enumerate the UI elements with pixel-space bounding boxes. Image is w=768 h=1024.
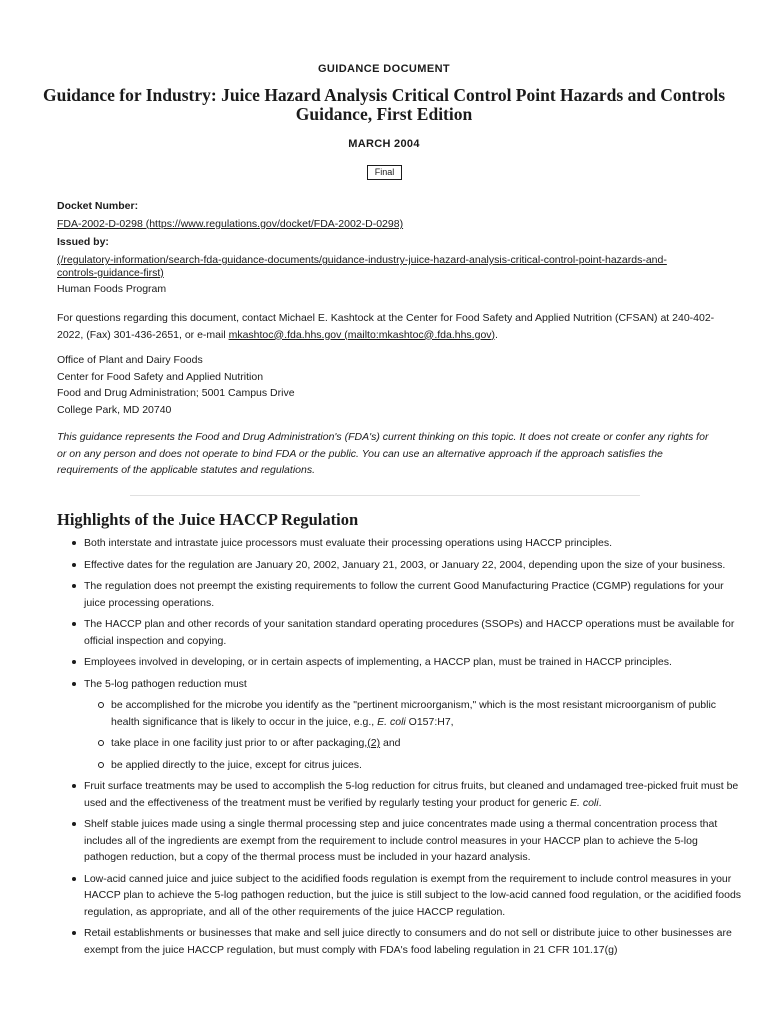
sub-list-item: take place in one facility just prior to or after packaging,(2) and [111, 735, 744, 752]
contact-paragraph [57, 310, 717, 343]
list-item: Retail establishments or businesses that make and sell juice directly to consumers and do not sell or distribute juice to other businesses are exempt from the juice HACCP regulation, but must comply with FDA's food labeling regulation in 21 CFR 101.17(g) [84, 925, 744, 958]
address-line-1: Office of Plant and Dairy Foods [57, 354, 203, 366]
docket-link[interactable]: FDA-2002-D-0298 (https://www.regulations.gov/docket/FDA-2002-D-0298) [57, 218, 404, 230]
issue-date: MARCH 2004 [348, 138, 420, 150]
list-item [84, 676, 744, 774]
contact-text: For questions regarding this document, contact Michael E. Kashtock at the Center for Food Safety and Applied Nutrition (CFSAN) at 240-402-2022, (Fax) 301-436-2651, or e-mail [57, 312, 715, 341]
docket-label: Docket Number: [57, 200, 139, 212]
office-address [57, 352, 717, 418]
list-item: Shelf stable juices made using a single thermal processing step and juice concentrates made using a thermal concentration process that includes all of the ingredients are exempt from the requirement to include control measures in your HACCP plan to achieve the 5-log pathogen reduction, but a copy of the thermal process must be included in your hazard analysis. [84, 816, 744, 866]
contact-end: . [495, 328, 498, 341]
issued-link-line-2: controls-guidance-first) [57, 267, 164, 279]
list-item: Fruit surface treatments may be used to accomplish the 5-log reduction for citrus fruits, but cleaned and undamaged tree-picked fruit must be used and the effectiveness of the treatment must be verified by regularly testing your product for generic E. coli. [84, 778, 744, 811]
sub-list [84, 697, 744, 773]
footnote-link[interactable]: (2) [367, 737, 381, 749]
email-link[interactable]: mkashtoc@.fda.hhs.gov (mailto:mkashtoc@.fda.hhs.gov) [228, 328, 496, 341]
sub-list-item: be accomplished for the microbe you identify as the "pertinent microorganism," which is the most resistant microorganism of public health significance that is likely to occur in the juice, e.g., E. coli O157:H7, [111, 697, 744, 730]
address-line-4: College Park, MD 20740 [57, 403, 172, 416]
list-item: The regulation does not preempt the existing requirements to follow the current Good Manufacturing Practice (CGMP) regulations for your juice processing operations. [84, 578, 744, 611]
issued-link-row [57, 254, 717, 280]
issuer-name: Human Foods Program [57, 283, 167, 295]
list-item: Low-acid canned juice and juice subject to the acidified foods regulation is exempt from the requirement to include control measures in your HACCP plan to achieve the 5-log pathogen reduction, but the juice is still subject to the low-acid canned food regulation, or the acidified foods regulation, as appropriate, and all of the other requirements of the juice HACCP regulation. [84, 871, 744, 921]
address-line-3: Food and Drug Administration; 5001 Campus Drive [57, 387, 295, 399]
section-heading: Highlights of the Juice HACCP Regulation [57, 510, 359, 529]
list-item: Employees involved in developing, or in certain aspects of implementing, a HACCP plan, must be trained in HACCP principles. [84, 654, 744, 671]
address-line-2: Center for Food Safety and Applied Nutrition [57, 370, 264, 383]
divider [130, 495, 640, 496]
issued-label: Issued by: [57, 236, 109, 248]
status-badge: Final [367, 165, 402, 180]
issued-by-link[interactable] [57, 254, 667, 279]
highlights-list [57, 535, 744, 963]
list-item-text: The 5-log pathogen reduction must [84, 677, 247, 690]
disclaimer: This guidance represents the Food and Drug Administration's (FDA's) current thinking on this topic. It does not create or confer any rights for or on any person and does not operate to bind FDA or the public. You can use an alternative approach if the approach satisfies the requirements of the applicable statutes and regulations. [57, 431, 709, 476]
document-type-label: GUIDANCE DOCUMENT [317, 63, 451, 75]
list-item: Both interstate and intrastate juice processors must evaluate their processing operations using HACCP principles. [84, 535, 744, 552]
sub-list-item: be applied directly to the juice, except for citrus juices. [111, 757, 744, 774]
list-item: The HACCP plan and other records of your sanitation standard operating procedures (SSOPs) and HACCP operations must be available for official inspection and copying. [84, 616, 744, 649]
issued-link-line-1: (/regulatory-information/search-fda-guidance-documents/guidance-industry-juice-hazard-analysis-critical-control-point-hazards-and- [57, 254, 667, 266]
list-item: Effective dates for the regulation are January 20, 2002, January 21, 2003, or January 22, 2004, depending upon the size of your business. [84, 557, 744, 574]
page-title: Guidance for Industry: Juice Hazard Analysis Critical Control Point Hazards and Controls Guidance, First Edition [42, 85, 726, 124]
docket-row [57, 218, 717, 231]
